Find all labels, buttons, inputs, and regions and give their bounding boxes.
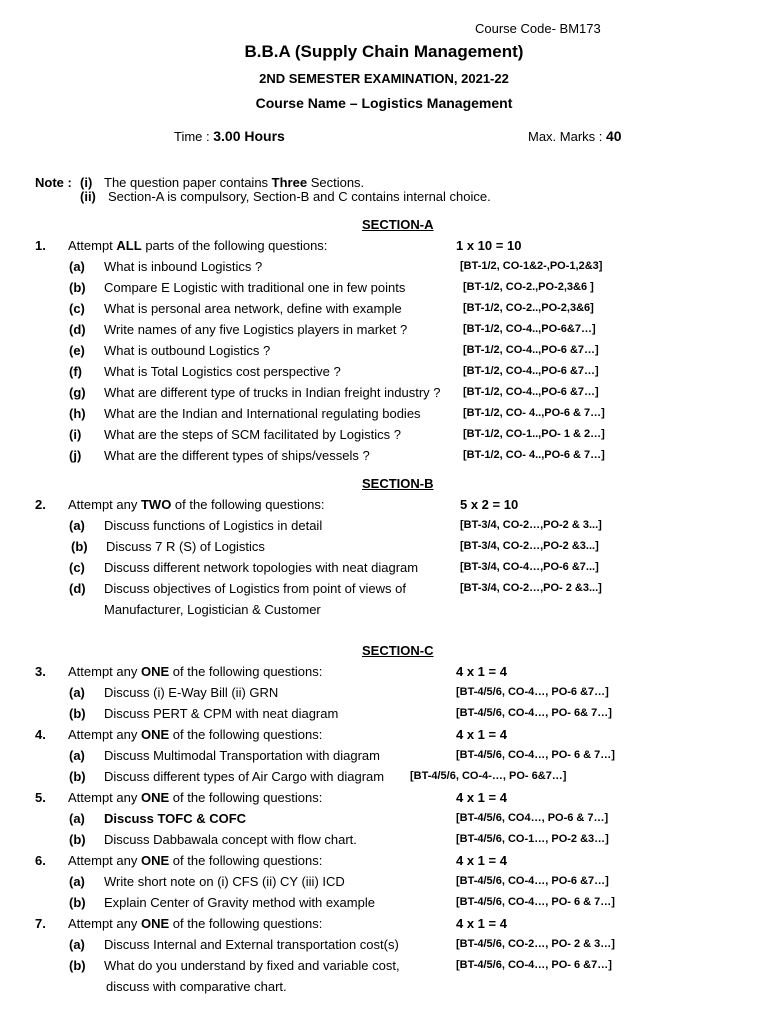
note-item-num: (ii): [80, 189, 96, 204]
part-text-continued: discuss with comparative chart.: [106, 979, 287, 994]
part-reference: [BT-3/4, CO-2…,PO-2 & 3...]: [460, 519, 602, 531]
part-label: (b): [69, 895, 86, 910]
part-label: (a): [69, 259, 85, 274]
part-label: (b): [71, 539, 88, 554]
part-reference: [BT-4/5/6, CO-4…, PO-6 &7…]: [456, 686, 609, 698]
part-reference: [BT-1/2, CO-2..,PO-2,3&6]: [463, 302, 594, 314]
question-marks: 5 x 2 = 10: [460, 497, 519, 512]
question-number: 6.: [35, 853, 46, 868]
exam-title: 2ND SEMESTER EXAMINATION, 2021-22: [259, 71, 509, 86]
part-reference: [BT-1/2, CO-2.,PO-2,3&6 ]: [463, 281, 594, 293]
part-label: (f): [69, 364, 82, 379]
question-instruction: Attempt any ONE of the following questions:: [68, 790, 323, 805]
part-text: Discuss objectives of Logistics from point of views of: [104, 581, 407, 596]
section-c-title: SECTION-C: [362, 643, 434, 658]
part-reference: [BT-1/2, CO-4..,PO-6&7…]: [463, 323, 596, 335]
question-marks: 4 x 1 = 4: [456, 916, 507, 931]
time-label: Time :: [174, 129, 214, 144]
part-label: (b): [69, 958, 86, 973]
part-text: Explain Center of Gravity method with example: [104, 895, 375, 910]
part-text: Discuss PERT & CPM with neat diagram: [104, 706, 339, 721]
part-reference: [BT-1/2, CO- 4..,PO-6 & 7…]: [463, 449, 605, 461]
part-reference: [BT-3/4, CO-2…,PO- 2 &3...]: [460, 582, 602, 594]
part-reference: [BT-4/5/6, CO-1…, PO-2 &3…]: [456, 833, 609, 845]
question-instruction: Attempt any ONE of the following questions:: [68, 916, 323, 931]
question-instruction: Attempt any TWO of the following questions:: [68, 497, 325, 512]
part-text: Compare E Logistic with traditional one in few points: [104, 280, 406, 295]
course-code: Course Code- BM173: [475, 21, 601, 36]
question-marks: 4 x 1 = 4: [456, 790, 507, 805]
part-label: (c): [69, 560, 85, 575]
part-text: What do you understand by fixed and variable cost,: [104, 958, 400, 973]
part-text: Discuss (i) E-Way Bill (ii) GRN: [104, 685, 279, 700]
part-reference: [BT-1/2, CO-4..,PO-6 &7…]: [463, 365, 599, 377]
part-text: Discuss Multimodal Transportation with diagram: [104, 748, 380, 763]
part-text: Write names of any five Logistics players in market ?: [104, 322, 408, 337]
question-number: 7.: [35, 916, 46, 931]
part-text: What are the steps of SCM facilitated by Logistics ?: [104, 427, 401, 442]
question-instruction: Attempt ALL parts of the following questions:: [68, 238, 328, 253]
marks-label: Max. Marks :: [528, 129, 607, 144]
section-a-title: SECTION-A: [362, 217, 434, 232]
part-label: (a): [69, 685, 85, 700]
course-name: Course Name – Logistics Management: [255, 95, 513, 111]
part-text: Discuss Dabbawala concept with flow chart.: [104, 832, 357, 847]
part-reference: [BT-4/5/6, CO-2…, PO- 2 & 3…]: [456, 938, 615, 950]
part-reference: [BT-1/2, CO- 4..,PO-6 & 7…]: [463, 407, 605, 419]
part-text: Discuss different types of Air Cargo with diagram: [104, 769, 385, 784]
question-number: 2.: [35, 497, 46, 512]
part-label: (d): [69, 322, 86, 337]
part-label: (a): [69, 811, 85, 826]
question-number: 4.: [35, 727, 46, 742]
part-text: Write short note on (i) CFS (ii) CY (iii) ICD: [104, 874, 345, 889]
part-label: (b): [69, 769, 86, 784]
question-marks: 1 x 10 = 10: [456, 238, 522, 253]
part-label: (e): [69, 343, 85, 358]
question-instruction: Attempt any ONE of the following questions:: [68, 664, 323, 679]
part-reference: [BT-4/5/6, CO-4…, PO- 6 &7…]: [456, 959, 612, 971]
part-reference: [BT-1/2, CO-4..,PO-6 &7…]: [463, 386, 599, 398]
note-label: Note :: [35, 175, 72, 190]
part-reference: [BT-1/2, CO-4..,PO-6 &7…]: [463, 344, 599, 356]
part-label: (d): [69, 581, 86, 596]
part-label: (b): [69, 706, 86, 721]
part-text: What is personal area network, define with example: [104, 301, 402, 316]
time-line: [174, 128, 285, 144]
part-reference: [BT-3/4, CO-4…,PO-6 &7...]: [460, 561, 599, 573]
question-marks: 4 x 1 = 4: [456, 853, 507, 868]
part-text: Discuss different network topologies with neat diagram: [104, 560, 419, 575]
part-label: (g): [69, 385, 86, 400]
part-text: Discuss Internal and External transportation cost(s): [104, 937, 399, 952]
part-text: What are different type of trucks in Indian freight industry ?: [104, 385, 441, 400]
part-reference: [BT-4/5/6, CO-4…, PO-6 &7…]: [456, 875, 609, 887]
marks-value: 40: [606, 128, 622, 144]
part-reference: [BT-4/5/6, CO-4…, PO- 6 & 7…]: [456, 749, 615, 761]
part-text: Discuss 7 R (S) of Logistics: [106, 539, 265, 554]
part-reference: [BT-1/2, CO-1&2-,PO-1,2&3]: [460, 260, 603, 272]
note-item-text: The question paper contains Three Sections.: [104, 175, 365, 190]
part-text: What is inbound Logistics ?: [104, 259, 263, 274]
part-reference: [BT-4/5/6, CO-4…, PO- 6 & 7…]: [456, 896, 615, 908]
question-number: 1.: [35, 238, 46, 253]
part-text-continued: Manufacturer, Logistician & Customer: [104, 602, 321, 617]
part-label: (a): [69, 518, 85, 533]
program-title: B.B.A (Supply Chain Management): [244, 42, 524, 61]
note-item-num: (i): [80, 175, 93, 190]
note-item-text: Section-A is compulsory, Section-B and C contains internal choice.: [108, 189, 491, 204]
part-text: Discuss functions of Logistics in detail: [104, 518, 323, 533]
question-marks: 4 x 1 = 4: [456, 664, 507, 679]
part-text: What are the Indian and International regulating bodies: [104, 406, 421, 421]
question-marks: 4 x 1 = 4: [456, 727, 507, 742]
part-text: Discuss TOFC & COFC: [104, 811, 247, 826]
marks-line: [528, 128, 622, 144]
part-label: (a): [69, 937, 85, 952]
part-reference: [BT-4/5/6, CO-4-…, PO- 6&7…]: [410, 770, 567, 782]
part-label: (b): [69, 280, 86, 295]
question-number: 3.: [35, 664, 46, 679]
section-b-title: SECTION-B: [362, 476, 434, 491]
part-label: (h): [69, 406, 86, 421]
part-label: (j): [69, 448, 82, 463]
question-instruction: Attempt any ONE of the following questions:: [68, 727, 323, 742]
question-instruction: Attempt any ONE of the following questions:: [68, 853, 323, 868]
part-reference: [BT-4/5/6, CO4…, PO-6 & 7…]: [456, 812, 609, 824]
part-reference: [BT-4/5/6, CO-4…, PO- 6& 7…]: [456, 707, 612, 719]
part-text: What are the different types of ships/vessels ?: [104, 448, 370, 463]
part-label: (i): [69, 427, 82, 442]
question-number: 5.: [35, 790, 46, 805]
part-label: (a): [69, 874, 85, 889]
part-label: (b): [69, 832, 86, 847]
part-label: (a): [69, 748, 85, 763]
part-reference: [BT-1/2, CO-1..,PO- 1 & 2…]: [463, 428, 605, 440]
part-reference: [BT-3/4, CO-2…,PO-2 &3...]: [460, 540, 599, 552]
part-text: What is Total Logistics cost perspective ?: [104, 364, 341, 379]
part-label: (c): [69, 301, 85, 316]
part-text: What is outbound Logistics ?: [104, 343, 271, 358]
time-value: 3.00 Hours: [213, 128, 285, 144]
